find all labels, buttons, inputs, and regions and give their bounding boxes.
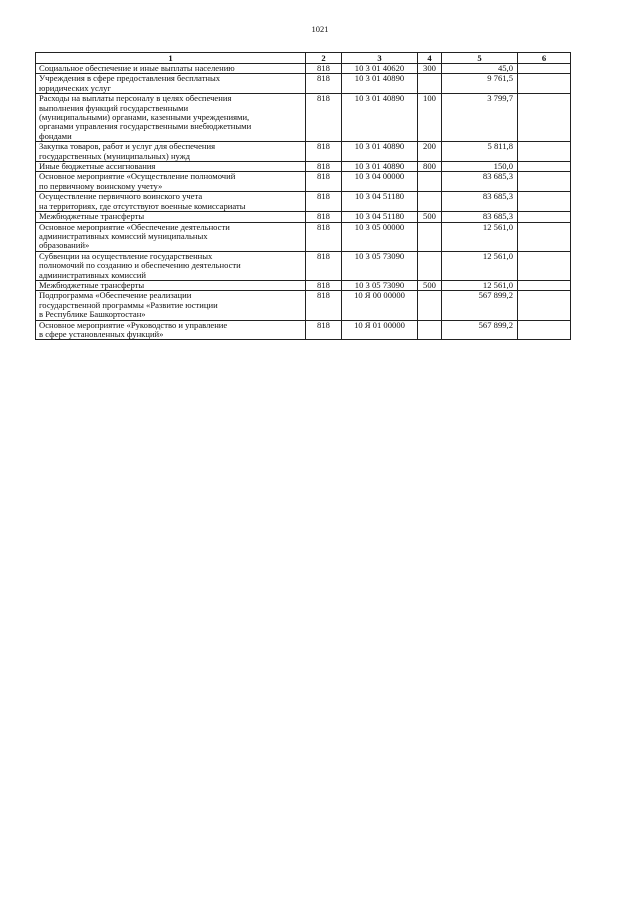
row-code: 818: [306, 142, 342, 162]
row-name-line: административных комиссий: [39, 269, 146, 280]
header-row: [36, 53, 571, 64]
row-amount: 45,0: [442, 64, 518, 74]
row-amount: 150,0: [442, 162, 518, 172]
row-vr: 200: [418, 142, 442, 162]
row-name-line: Основное мероприятие «Осуществление полномочий: [39, 171, 236, 182]
row-vr: [418, 192, 442, 212]
row-name-line: образований»: [39, 240, 90, 251]
row-col6: [518, 291, 571, 320]
row-amount: 83 685,3: [442, 172, 518, 192]
row-name-line: государственной программы «Развитие юстиции: [39, 299, 218, 310]
header-col-2: 2: [306, 53, 342, 64]
budget-table: [35, 52, 571, 340]
row-name-line: Межбюджетные трансферты: [39, 279, 145, 290]
header-col-4: 4: [418, 53, 442, 64]
row-name-line: Учреждения в сфере предоставления бесплатных: [39, 73, 221, 84]
row-name: [36, 222, 306, 251]
table-row: [36, 251, 571, 280]
table-row: [36, 291, 571, 320]
row-csr: 10 3 04 51180: [342, 192, 418, 212]
row-csr: 10 3 04 00000: [342, 172, 418, 192]
row-csr: 10 3 01 40890: [342, 142, 418, 162]
row-csr: 10 3 01 40890: [342, 162, 418, 172]
row-vr: [418, 74, 442, 94]
row-name-line: полномочий по созданию и обеспечению деятельности: [39, 260, 241, 271]
row-name: [36, 74, 306, 94]
row-name: [36, 94, 306, 142]
row-name: [36, 280, 306, 290]
header-col-3: 3: [342, 53, 418, 64]
header-col-5: 5: [442, 53, 518, 64]
row-name-line: Основное мероприятие «Руководство и управление: [39, 319, 228, 330]
table-row: [36, 74, 571, 94]
row-name-line: Основное мероприятие «Обеспечение деятельности: [39, 221, 230, 232]
row-name-line: Субвенции на осуществление государственных: [39, 250, 213, 261]
row-code: 818: [306, 162, 342, 172]
row-vr: [418, 291, 442, 320]
row-vr: [418, 320, 442, 340]
row-name: [36, 212, 306, 222]
row-code: 818: [306, 291, 342, 320]
row-vr: 500: [418, 280, 442, 290]
row-name: [36, 251, 306, 280]
row-name: [36, 162, 306, 172]
row-name: [36, 320, 306, 340]
header-col-6: 6: [518, 53, 571, 64]
row-amount: 5 811,8: [442, 142, 518, 162]
row-code: 818: [306, 94, 342, 142]
row-name: [36, 291, 306, 320]
row-col6: [518, 320, 571, 340]
row-code: 818: [306, 74, 342, 94]
table-row: [36, 162, 571, 172]
row-csr: 10 3 05 00000: [342, 222, 418, 251]
row-name-line: выполнения функций государственными: [39, 102, 189, 113]
row-amount: 3 799,7: [442, 94, 518, 142]
row-name-line: в сфере установленных функций»: [39, 328, 164, 339]
row-name-line: юридических услуг: [39, 82, 111, 93]
row-vr: [418, 222, 442, 251]
row-name-line: на территориях, где отсутствуют военные комиссариаты: [39, 200, 246, 211]
row-col6: [518, 222, 571, 251]
table-row: [36, 94, 571, 142]
row-amount: 12 561,0: [442, 280, 518, 290]
row-name-line: (муниципальными) органами, казенными учреждениями,: [39, 112, 250, 123]
table-body: [36, 64, 571, 340]
row-name-line: административных комиссий муниципальных: [39, 230, 208, 241]
page-number: 1021: [311, 24, 329, 34]
row-name-line: Расходы на выплаты персоналу в целях обеспечения: [39, 93, 232, 104]
row-code: 818: [306, 172, 342, 192]
row-vr: 100: [418, 94, 442, 142]
table-row: [36, 192, 571, 212]
row-name-line: по первичному воинскому учету»: [39, 180, 163, 191]
table-row: [36, 212, 571, 222]
row-amount: 12 561,0: [442, 222, 518, 251]
row-col6: [518, 162, 571, 172]
row-name: [36, 192, 306, 212]
row-amount: 9 761,5: [442, 74, 518, 94]
row-vr: [418, 172, 442, 192]
row-name-line: Осуществление первичного воинского учета: [39, 191, 203, 202]
row-amount: 83 685,3: [442, 192, 518, 212]
row-col6: [518, 64, 571, 74]
row-code: 818: [306, 212, 342, 222]
row-col6: [518, 142, 571, 162]
row-name: [36, 172, 306, 192]
row-name-line: государственных (муниципальных) нужд: [39, 150, 191, 161]
table-row: [36, 222, 571, 251]
row-name-line: Межбюджетные трансферты: [39, 211, 145, 222]
row-code: 818: [306, 280, 342, 290]
table-row: [36, 320, 571, 340]
row-col6: [518, 94, 571, 142]
row-code: 818: [306, 320, 342, 340]
row-csr: 10 3 05 73090: [342, 251, 418, 280]
row-col6: [518, 212, 571, 222]
row-csr: 10 3 04 51180: [342, 212, 418, 222]
row-name: [36, 64, 306, 74]
row-amount: 567 899,2: [442, 291, 518, 320]
table-row: [36, 280, 571, 290]
row-amount: 12 561,0: [442, 251, 518, 280]
row-vr: 300: [418, 64, 442, 74]
row-code: 818: [306, 251, 342, 280]
row-name-line: Подпрограмма «Обеспечение реализации: [39, 290, 192, 301]
row-csr: 10 Я 01 00000: [342, 320, 418, 340]
row-name-line: органами управления государственными внебюджетными: [39, 121, 252, 132]
table-row: [36, 64, 571, 74]
row-name-line: Социальное обеспечение и иные выплаты населению: [39, 63, 235, 73]
row-name-line: Иные бюджетные ассигнования: [39, 161, 156, 172]
row-col6: [518, 192, 571, 212]
row-amount: 83 685,3: [442, 212, 518, 222]
row-name-line: фондами: [39, 130, 72, 141]
header-col-1: 1: [36, 53, 306, 64]
row-code: 818: [306, 64, 342, 74]
row-vr: 500: [418, 212, 442, 222]
row-vr: 800: [418, 162, 442, 172]
row-amount: 567 899,2: [442, 320, 518, 340]
row-code: 818: [306, 192, 342, 212]
row-name: [36, 142, 306, 162]
row-csr: 10 3 05 73090: [342, 280, 418, 290]
row-csr: 10 3 01 40890: [342, 94, 418, 142]
row-col6: [518, 74, 571, 94]
row-csr: 10 3 01 40620: [342, 64, 418, 74]
row-name-line: в Республике Башкортостан»: [39, 309, 146, 320]
row-name-line: Закупка товаров, работ и услуг для обеспечения: [39, 141, 216, 152]
table-row: [36, 142, 571, 162]
row-col6: [518, 280, 571, 290]
table-row: [36, 172, 571, 192]
row-csr: 10 Я 00 00000: [342, 291, 418, 320]
row-col6: [518, 251, 571, 280]
row-vr: [418, 251, 442, 280]
row-col6: [518, 172, 571, 192]
row-code: 818: [306, 222, 342, 251]
row-csr: 10 3 01 40890: [342, 74, 418, 94]
